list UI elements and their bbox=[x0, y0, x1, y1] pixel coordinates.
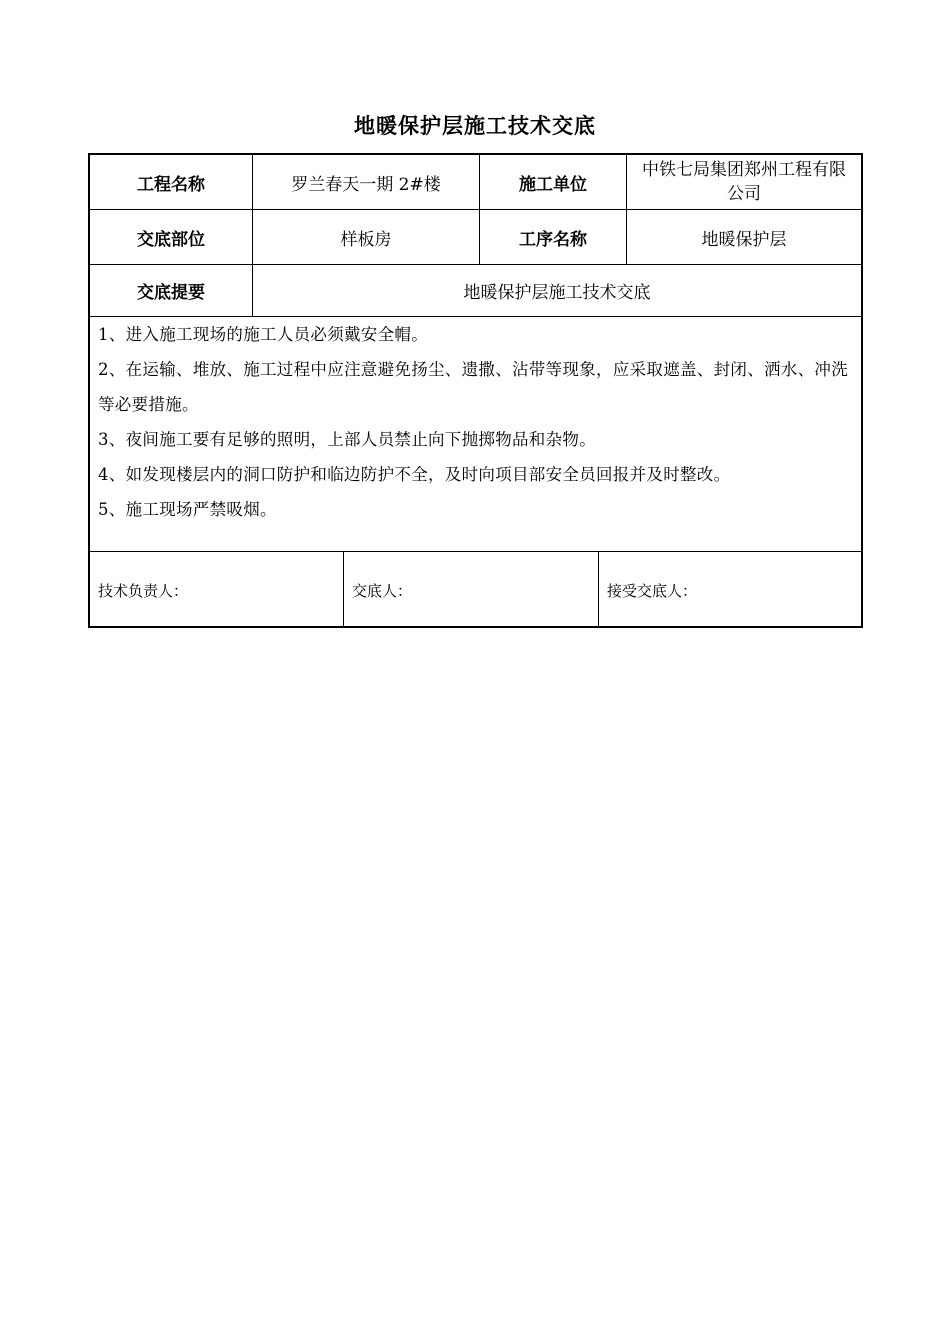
disclosure-items bbox=[98, 317, 858, 527]
project-name-label: 工程名称 bbox=[137, 174, 205, 195]
disclosure-item: 2、在运输、堆放、施工过程中应注意避免扬尘、遗撒、沾带等现象，应采取遮盖、封闭、洒水、冲洗等必要措施。 bbox=[98, 360, 848, 414]
disclosure-item: 5、施工现场严禁吸烟。 bbox=[98, 500, 277, 519]
disclosure-table bbox=[88, 153, 863, 628]
disclosure-item: 1、进入施工现场的施工人员必须戴安全帽。 bbox=[98, 325, 428, 344]
contractor-label: 施工单位 bbox=[519, 174, 587, 195]
process-label: 工序名称 bbox=[519, 229, 587, 250]
contractor-value: 中铁七局集团郑州工程有限公司 bbox=[642, 160, 846, 204]
summary-value: 地暖保护层施工技术交底 bbox=[463, 283, 651, 303]
process-value: 地暖保护层 bbox=[701, 229, 787, 250]
location-label: 交底部位 bbox=[137, 229, 205, 250]
document-title: 地暖保护层施工技术交底 bbox=[354, 114, 596, 138]
discloser-signature: 交底人： bbox=[352, 582, 413, 600]
tech-lead-signature: 技术负责人： bbox=[98, 582, 189, 600]
location-value: 样板房 bbox=[340, 229, 392, 250]
disclosure-item: 3、夜间施工要有足够的照明，上部人员禁止向下抛掷物品和杂物。 bbox=[98, 430, 596, 449]
disclosure-item: 4、如发现楼层内的洞口防护和临边防护不全，及时向项目部安全员回报并及时整改。 bbox=[98, 465, 731, 484]
summary-label: 交底提要 bbox=[137, 283, 205, 303]
receiver-signature: 接受交底人： bbox=[607, 582, 698, 600]
project-name-value: 罗兰春天一期 2#楼 bbox=[291, 174, 441, 195]
row-divider bbox=[90, 551, 861, 552]
